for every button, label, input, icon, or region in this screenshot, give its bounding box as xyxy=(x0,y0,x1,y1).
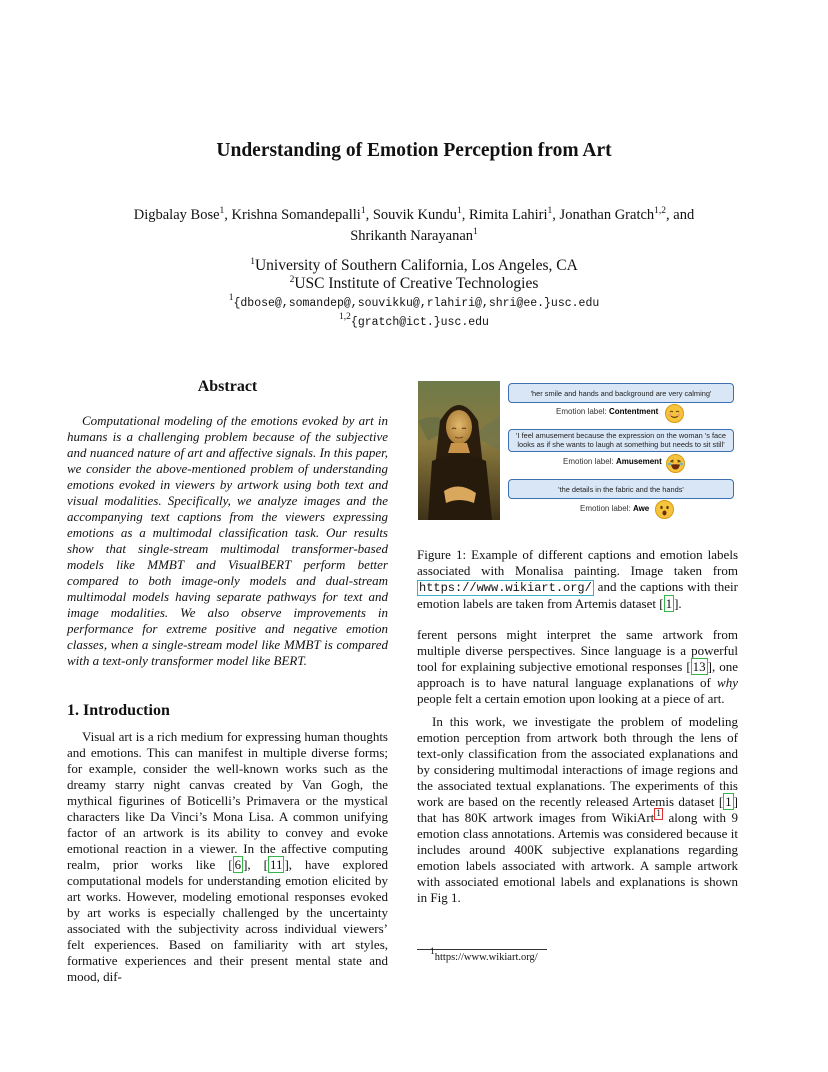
paragraph-text: people felt a certain emotion upon looking at a piece of art. xyxy=(417,691,725,706)
emphasis-text: why xyxy=(717,675,738,690)
citation-link[interactable]: 1 xyxy=(665,596,673,611)
section-heading-introduction: 1. Introduction xyxy=(67,702,170,719)
intro-paragraph-2 xyxy=(417,714,738,906)
email-text: {dbose@,somandep@,souvikku@,rlahiri@,shri@ee.}usc.edu xyxy=(233,297,600,310)
abstract-text: Computational modeling of the emotions evoked by art in humans is a challenging problem because of the subjective and nuanced nature of art and affective signals. In this paper, we consider the above-mentioned problem of understanding emotions evoked in viewers by artwork using both text and visual modalities. Specifically, we analyze images and the accompanying text captions from the viewers expressing emotions as a multimodal classification task. Our results show that single-stream multimodal transformer-based models like MMBT and VisualBERT perform better compared to both image-only models and dual-stream multimodal models having separate pathways for text and image modalities. We also observe improvements in performance for extreme positive and negative emotion classes, when a single-stream model like MMBT is compared with a text-only transformer model like BERT. xyxy=(67,413,388,668)
emotion-label-prefix: Emotion label: xyxy=(580,504,631,513)
abstract-heading: Abstract xyxy=(197,378,258,395)
emotion-label-value: Contentment xyxy=(608,407,659,416)
astonished-face-icon xyxy=(655,500,674,519)
wikiart-link[interactable]: https://www.wikiart.org/ xyxy=(419,581,592,595)
author-name: , Souvik Kundu xyxy=(365,207,458,223)
author-list xyxy=(70,205,758,247)
affiliation-mark: 1 xyxy=(228,293,234,303)
caption-box: 'her smile and hands and background are very calming' xyxy=(508,383,734,403)
email-line-1 xyxy=(0,295,828,310)
footnote-link[interactable]: 1 xyxy=(656,809,662,819)
citation-link[interactable]: 1 xyxy=(725,794,732,809)
paragraph-text: ], have explored computational models for understanding emotion elicited by art works. However, modeling emotional responses evoked by art works is especially challenged by the uncertainty associated with the subjectivity across individual viewers’ felt experiences. Based on familiarity with art styles, formative experiences and their present mental state and mood, dif- xyxy=(67,857,388,984)
emotion-label xyxy=(563,457,662,466)
figure-caption xyxy=(417,547,738,612)
citation-link[interactable]: 13 xyxy=(692,659,706,674)
affiliation-mark: 1,2 xyxy=(339,312,351,322)
emotion-label-prefix: Emotion label: xyxy=(556,407,607,416)
paragraph-text: ], one approach is to have natural language explanations of xyxy=(417,659,738,690)
affiliation-mark: 1 xyxy=(547,206,553,216)
affiliation-mark: 2 xyxy=(289,275,295,285)
citation-link[interactable]: 6 xyxy=(234,857,242,872)
paragraph-text: In this work, we investigate the problem of modeling emotion perception from artwork both through the lens of text-only classification from the associated explanations and by considering multimodal interactions of image regions and the associated textual explanations. The experiments of this work are based on the recently released Artemis dataset [ xyxy=(417,714,738,809)
paragraph-text: Visual art is a rich medium for expressing human thoughts and emotions. This can manifest in multiple diverse forms; for example, consider the well-known works such as the dreamy starry night canvas created by Van Gogh, the mythical figurines of Boticelli’s Primavera or the mystical characters like Da Vinci’s Mona Lisa. A common unifying factor of an artwork is its ability to convey and evoke emotional reaction in a viewer. In the affective computing realm, prior works like [ xyxy=(67,729,388,872)
mona-lisa-painting xyxy=(418,381,500,520)
intro-paragraph-1 xyxy=(67,729,388,985)
caption-text: ]. xyxy=(674,596,682,611)
smiling-face-icon xyxy=(665,404,684,423)
author-name: Shrikanth Narayanan xyxy=(350,228,474,244)
affiliation-mark: 1 xyxy=(457,206,462,216)
laughing-face-icon xyxy=(666,454,685,473)
figure-1 xyxy=(418,381,740,521)
citation-link[interactable]: 11 xyxy=(269,857,283,872)
paragraph-text: ], [ xyxy=(243,857,268,872)
paper-title: Understanding of Emotion Perception from Art xyxy=(216,140,612,161)
emotion-label-value: Awe xyxy=(632,504,650,513)
author-name: , Rimita Lahiri xyxy=(461,207,548,223)
emotion-label xyxy=(556,407,658,416)
caption-text: Figure 1: Example of different captions and emotion labels associated with Monalisa painting. Image taken from xyxy=(417,547,738,578)
emotion-label xyxy=(580,504,649,513)
affiliation-text: USC Institute of Creative Technologies xyxy=(294,275,539,292)
caption-box: 'I feel amusement because the expression on the woman 's face looks as if she wants to laugh at something but needs to sit still' xyxy=(508,429,734,452)
affiliation-mark: 1 xyxy=(360,206,366,216)
paragraph-text: ferent persons might interpret the same artwork from multiple diverse perspectives. Since language is a powerful tool for explaining subjective emotional responses [ xyxy=(417,627,738,674)
author-name: , Jonathan Gratch xyxy=(552,207,655,223)
affiliation-text: University of Southern California, Los Angeles, CA xyxy=(254,257,578,274)
author-name: Digbalay Bose xyxy=(133,207,220,223)
emotion-label-prefix: Emotion label: xyxy=(563,457,614,466)
footnote-number: 1 xyxy=(430,947,435,957)
affiliation-mark: 1 xyxy=(219,206,225,216)
affiliation-mark: 1,2 xyxy=(654,206,667,216)
paragraph-text: along with 9 emotion class annotations. Artemis was considered because it includes around 400K subjective explanations regarding emotion labels associated with artwork. A sample artwork with associated emotional labels and explanations is shown in Fig 1. xyxy=(417,810,738,905)
affiliation-usc xyxy=(0,257,828,275)
caption-box: 'the details in the fabric and the hands' xyxy=(508,479,734,499)
email-line-2 xyxy=(0,314,828,329)
author-name: , and xyxy=(666,207,695,223)
email-text: {gratch@ict.}usc.edu xyxy=(350,316,489,329)
paragraph-text: ] that has 80K artwork images from WikiArt xyxy=(417,794,738,825)
footnote xyxy=(430,947,538,963)
affiliation-ict xyxy=(0,275,828,293)
author-name: , Krishna Somandepalli xyxy=(224,207,361,223)
emotion-label-value: Amusement xyxy=(615,457,662,466)
affiliation-mark: 1 xyxy=(250,257,255,267)
intro-paragraph-1-continued xyxy=(417,627,738,707)
footnote-url[interactable]: https://www.wikiart.org/ xyxy=(434,952,538,963)
caption-text: and the captions with their emotion labels are taken from Artemis dataset [ xyxy=(417,579,738,611)
footnote-divider xyxy=(417,949,547,950)
affiliation-mark: 1 xyxy=(473,227,478,237)
